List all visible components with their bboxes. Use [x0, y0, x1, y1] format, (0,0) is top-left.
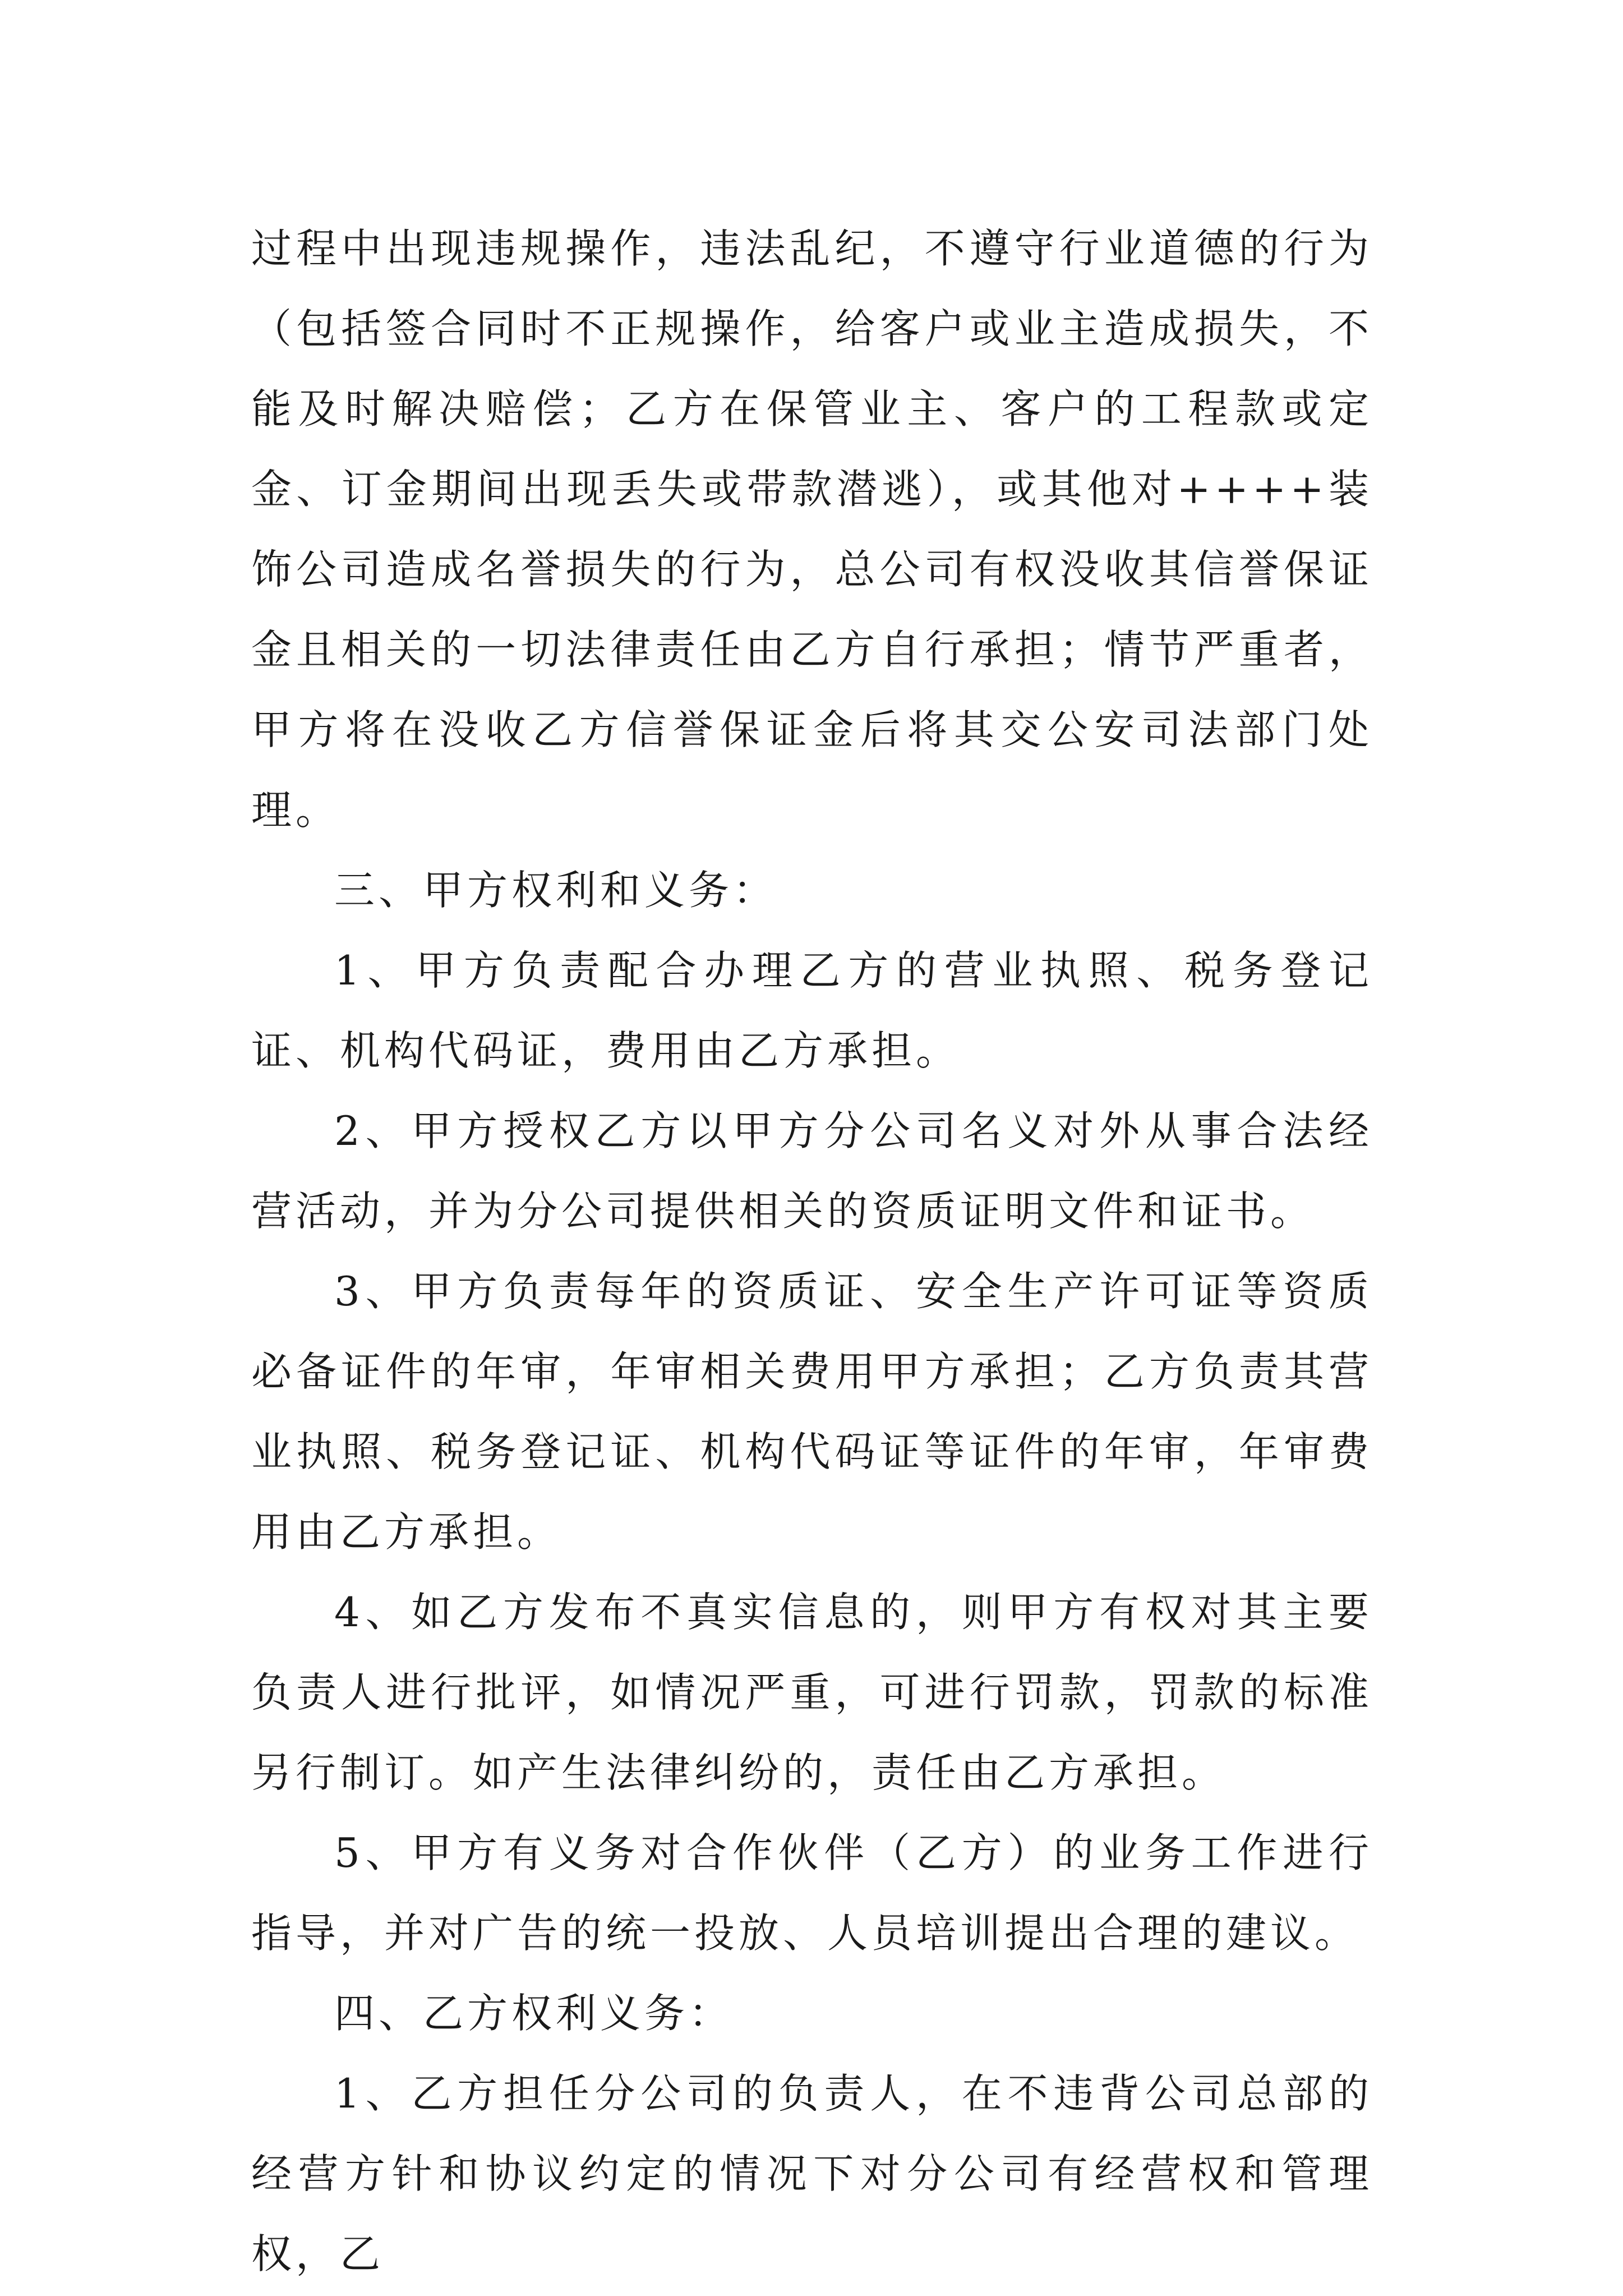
clause-a-2: 2、甲方授权乙方以甲方分公司名义对外从事合法经营活动，并为分公司提供相关的资质证明文件和证书。: [251, 1107, 1373, 1235]
section-heading-party-a-rights: 三、甲方权利和义务：: [334, 867, 778, 914]
paragraph-continuation: 过程中出现违规操作，违法乱纪，不遵守行业道德的行为（包括签合同时不正规操作，给客户或业主造成损失，不能及时解决赔偿；乙方在保管业主、客户的工程款或定金、订金期间出现丢失或带款潜逃），或其他对++++装饰公司造成名誉损失的行为，总公司有权没收其信誉保证金且相关的一切法律责任由乙方自行承担；情节严重者，甲方将在没收乙方信誉保证金后将其交公安司法部门处理。: [251, 225, 1373, 834]
document-body: [251, 209, 1373, 2294]
clause-a-1: 1、甲方负责配合办理乙方的营业执照、税务登记证、机构代码证，费用由乙方承担。: [251, 947, 1373, 1074]
clause-a-5: 5、甲方有义务对合作伙伴（乙方）的业务工作进行指导，并对广告的统一投放、人员培训提出合理的建议。: [251, 1829, 1373, 1957]
clause-a-3: 3、甲方负责每年的资质证、安全生产许可证等资质必备证件的年审，年审相关费用甲方承担；乙方负责其营业执照、税务登记证、机构代码证等证件的年审，年审费用由乙方承担。: [251, 1268, 1373, 1556]
section-heading-party-b-rights: 四、乙方权利义务：: [334, 1990, 734, 2037]
clause-b-1: 1、乙方担任分公司的负责人，在不违背公司总部的经营方针和协议约定的情况下对分公司有经营权和管理权，乙: [251, 2070, 1373, 2277]
clause-a-4: 4、如乙方发布不真实信息的，则甲方有权对其主要负责人进行批评，如情况严重，可进行罚款，罚款的标准另行制订。如产生法律纠纷的，责任由乙方承担。: [251, 1589, 1373, 1796]
